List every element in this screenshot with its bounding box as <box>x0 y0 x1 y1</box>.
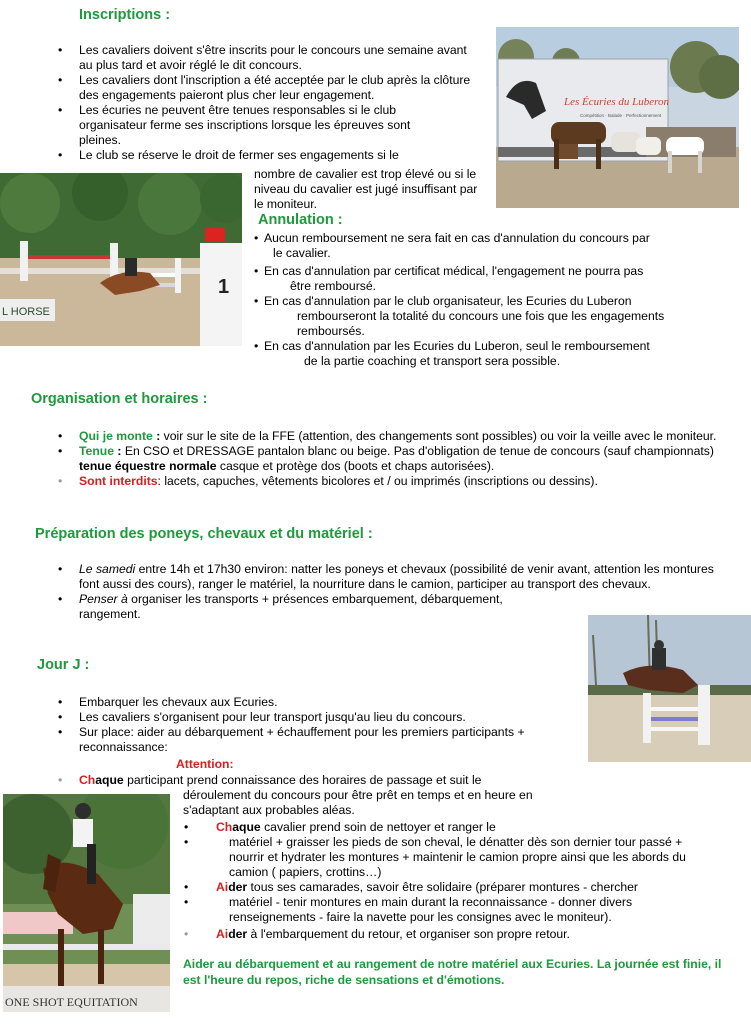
list-item: • Tenue : En CSO et DRESSAGE pantalon blanc ou beige. Pas d'obligation de tenue de concours (sauf championnats) tenue équestre normale casque et protège dos (boots et chaps autorisées). <box>52 444 722 474</box>
jour-j-list <box>52 695 562 755</box>
list-item: • En cas d'annulation par certificat médical, l'engagement ne pourra pas être remboursé. <box>254 264 709 294</box>
label-qui-je-monte: Qui je monte <box>79 429 153 443</box>
list-item: • Le club se réserve le droit de fermer ses engagements si le <box>52 148 472 163</box>
photo-horses-truck <box>496 27 739 208</box>
chaque-participant-rest: déroulement du concours pour être prêt en temps et en heure en s'adaptant aux probables aléas. <box>183 788 533 817</box>
list-item-cont: • matériel + graisser les pieds de son cheval, le dénatter dès son dernier tour passé + nourrir et hydrater les montures + maintenir le camion propre ainsi que les abords du camion ( papiers, crottins…) <box>178 835 714 880</box>
fence-number-text: 1 <box>218 276 230 298</box>
annulation-list <box>254 231 709 369</box>
jour-j-heading: Jour J : <box>37 657 90 673</box>
preparation-heading: Préparation des poneys, chevaux et du matériel : <box>35 526 373 542</box>
list-item: • Qui je monte : voir sur le site de la FFE (attention, des changements sont possibles) ou voir la veille avec le moniteur. <box>52 429 722 444</box>
list-item: • Chaque cavalier prend soin de nettoyer et ranger le <box>178 820 718 835</box>
list-item: • Les cavaliers doivent s'être inscrits pour le concours une semaine avant au plus tard et avoir réglé le dit concours. <box>52 43 472 73</box>
preparation-list <box>52 562 717 622</box>
label-sont-interdits: Sont interdits <box>79 474 158 488</box>
list-item: • Les écuries ne peuvent être tenues responsables si le club organisateur ferme ses inscriptions lorsque les épreuves sont pleines. <box>52 103 449 148</box>
list-item: • Sur place: aider au débarquement + échauffement pour les premiers participants + reconnaissance: <box>52 725 562 755</box>
list-item: • Le samedi entre 14h et 17h30 environ: natter les poneys et chevaux (possibilité de venir avant, attention les montures font aussi des cours), ranger le matériel, la nourriture dans le camion, participer au transport des chevaux. <box>52 562 717 592</box>
inscriptions-last-item-rest: nombre de cavalier est trop élevé ou si le niveau du cavalier est jugé insuffisant par le moniteur. <box>254 167 478 211</box>
list-item: • Embarquer les chevaux aux Ecuries. <box>52 695 562 710</box>
list-item: • Les cavaliers s'organisent pour leur transport jusqu'au lieu du concours. <box>52 710 562 725</box>
inscriptions-list <box>52 43 472 163</box>
jour-j-sub-list <box>178 820 718 942</box>
photo-horse-jumping-oxer <box>588 615 751 762</box>
truck-brand-text: Les Écuries du Luberon <box>564 96 670 108</box>
closing-message: Aider au débarquement et au rangement de notre matériel aux Ecuries. La journée est finie, il est l'heure du repos, riche de sensations et d'émotions. <box>183 957 722 987</box>
list-item: • Aucun remboursement ne sera fait en cas d'annulation du concours par le cavalier. <box>254 231 709 261</box>
photo-show-jumping-arena <box>0 173 242 346</box>
list-item-cont: • matériel - tenir montures en main durant la reconnaissance - donner divers renseignements - faire la navette pour les consignes avec le moniteur). <box>178 895 669 925</box>
banner-text: ONE SHOT EQUITATION <box>5 995 138 1009</box>
truck-tagline-text: Compétition · Balade · Perfectionnement <box>580 113 662 118</box>
label-tenue: Tenue <box>79 444 114 458</box>
chaque-participant <box>52 773 532 788</box>
list-item: • Aider à l'embarquement du retour, et organiser son propre retour. <box>178 927 718 942</box>
photo-rider-jumping <box>3 794 170 1012</box>
organisation-heading: Organisation et horaires : <box>31 391 208 407</box>
list-item: • Chaque participant prend connaissance des horaires de passage et suit le <box>52 773 532 788</box>
list-item: • Sont interdits: lacets, capuches, vêtements bicolores et / ou imprimés (inscriptions ou dessins). <box>52 474 722 489</box>
annulation-heading: Annulation : <box>258 212 343 228</box>
list-item: • Les cavaliers dont l'inscription a été acceptée par le club après la clôture des engagements paieront plus cher leur engagement. <box>52 73 472 103</box>
inscriptions-heading: Inscriptions : <box>79 7 171 23</box>
list-item: • Aider tous ses camarades, savoir être solidaire (préparer montures - chercher <box>178 880 718 895</box>
arena-sign-text: L HORSE <box>2 306 50 318</box>
organisation-list <box>52 429 722 489</box>
list-item: • En cas d'annulation par le club organisateur, les Ecuries du Luberon rembourseront la totalité du concours une fois que les engagements remboursés. <box>254 294 709 339</box>
list-item: • Penser à organiser les transports + présences embarquement, débarquement, rangement. <box>52 592 539 622</box>
attention-label: Attention: <box>176 757 234 771</box>
list-item: • En cas d'annulation par les Ecuries du Luberon, seul le remboursement de la partie coaching et transport sera possible. <box>254 339 709 369</box>
